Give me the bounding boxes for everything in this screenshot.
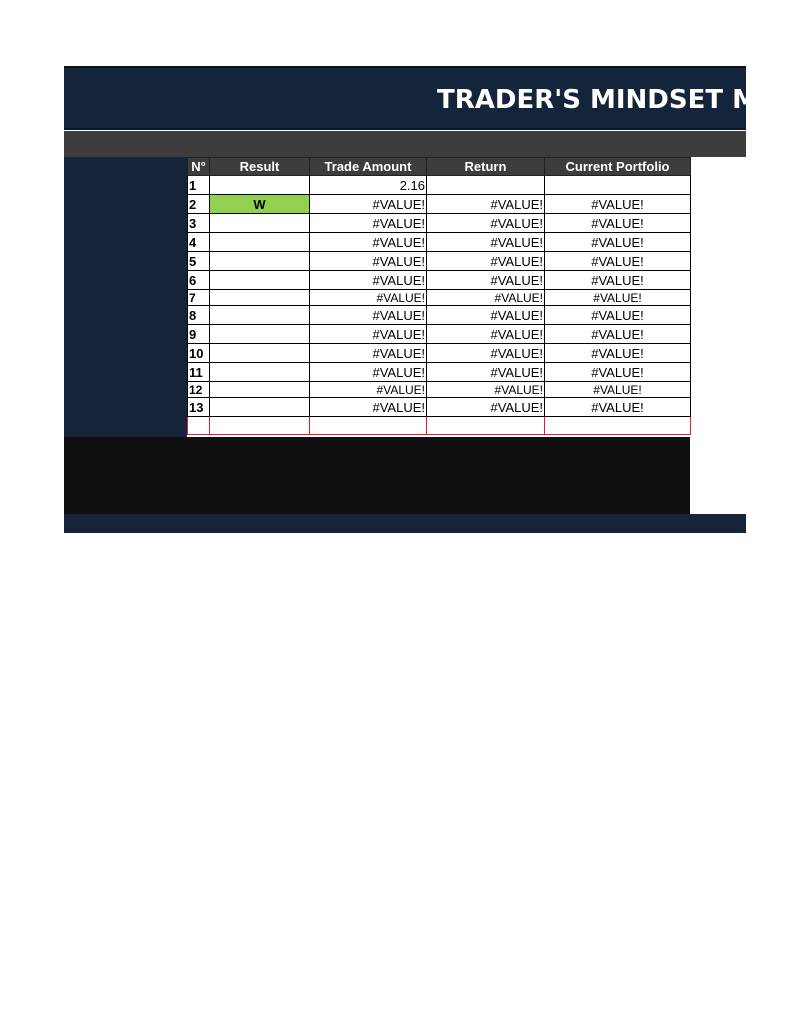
table-row [188,252,691,271]
cell-return[interactable] [427,176,545,195]
header-current-portfolio: Current Portfolio [545,158,691,176]
cell-return[interactable]: #VALUE! [427,325,545,344]
sheet-title: TRADER'S MINDSET MON [437,85,802,115]
cell-current-portfolio[interactable]: #VALUE! [545,290,691,306]
cell-result[interactable] [210,271,310,290]
bottom-navy-band [64,514,746,533]
table-row [188,195,691,214]
cell-return[interactable]: #VALUE! [427,306,545,325]
black-footer-band [64,437,690,514]
cell-result[interactable] [210,233,310,252]
cell-number[interactable] [188,417,210,435]
cell-result[interactable] [210,290,310,306]
table-row [188,398,691,417]
cell-current-portfolio[interactable]: #VALUE! [545,325,691,344]
header-result: Result [210,158,310,176]
cell-result-win[interactable]: W [210,195,310,214]
left-navy-panel [64,157,187,437]
cell-current-portfolio[interactable] [545,417,691,435]
cell-result[interactable] [210,252,310,271]
header-gray-band [64,131,746,157]
cell-return[interactable]: #VALUE! [427,398,545,417]
cell-number[interactable]: 9 [188,325,210,344]
cell-number[interactable]: 1 [188,176,210,195]
cell-result[interactable] [210,363,310,382]
table-row-empty [188,417,691,435]
cell-result[interactable] [210,344,310,363]
cell-result[interactable] [210,398,310,417]
cell-current-portfolio[interactable]: #VALUE! [545,398,691,417]
cell-result[interactable] [210,176,310,195]
cell-current-portfolio[interactable]: #VALUE! [545,271,691,290]
cell-result[interactable] [210,214,310,233]
cell-number[interactable]: 3 [188,214,210,233]
cell-trade-amount[interactable]: #VALUE! [310,233,427,252]
table-row [188,306,691,325]
cell-current-portfolio[interactable]: #VALUE! [545,195,691,214]
cell-trade-amount[interactable]: #VALUE! [310,290,427,306]
cell-current-portfolio[interactable]: #VALUE! [545,306,691,325]
cell-return[interactable]: #VALUE! [427,290,545,306]
cell-number[interactable]: 6 [188,271,210,290]
table-row [188,233,691,252]
cell-number[interactable]: 8 [188,306,210,325]
table-header-row [188,158,691,176]
cell-current-portfolio[interactable]: #VALUE! [545,344,691,363]
cell-return[interactable]: #VALUE! [427,195,545,214]
cell-current-portfolio[interactable]: #VALUE! [545,363,691,382]
cell-return[interactable]: #VALUE! [427,252,545,271]
cell-number[interactable]: 11 [188,363,210,382]
table-row [188,290,691,306]
cell-return[interactable] [427,417,545,435]
cell-trade-amount[interactable]: #VALUE! [310,271,427,290]
cell-trade-amount[interactable]: #VALUE! [310,214,427,233]
cell-return[interactable]: #VALUE! [427,214,545,233]
cell-trade-amount[interactable]: #VALUE! [310,195,427,214]
cell-return[interactable]: #VALUE! [427,382,545,398]
table-row [188,363,691,382]
cell-number[interactable]: 5 [188,252,210,271]
table-row [188,382,691,398]
cell-current-portfolio[interactable]: #VALUE! [545,382,691,398]
table-row [188,325,691,344]
cell-result[interactable] [210,306,310,325]
cell-return[interactable]: #VALUE! [427,271,545,290]
cell-trade-amount[interactable]: #VALUE! [310,325,427,344]
cell-trade-amount[interactable]: #VALUE! [310,344,427,363]
header-trade-amount: Trade Amount [310,158,427,176]
table-row [188,344,691,363]
cell-trade-amount[interactable]: #VALUE! [310,306,427,325]
cell-result[interactable] [210,382,310,398]
cell-result[interactable] [210,325,310,344]
cell-trade-amount[interactable]: #VALUE! [310,363,427,382]
cell-trade-amount[interactable]: 2.16 [310,176,427,195]
cell-trade-amount[interactable]: #VALUE! [310,252,427,271]
table-row [188,214,691,233]
cell-result[interactable] [210,417,310,435]
cell-trade-amount[interactable]: #VALUE! [310,398,427,417]
cell-current-portfolio[interactable]: #VALUE! [545,233,691,252]
cell-number[interactable]: 10 [188,344,210,363]
cell-number[interactable]: 12 [188,382,210,398]
cell-trade-amount[interactable] [310,417,427,435]
cell-number[interactable]: 7 [188,290,210,306]
cell-current-portfolio[interactable]: #VALUE! [545,252,691,271]
cell-trade-amount[interactable]: #VALUE! [310,382,427,398]
cell-number[interactable]: 2 [188,195,210,214]
table-row [188,176,691,195]
cell-return[interactable]: #VALUE! [427,344,545,363]
trades-table [187,157,691,435]
header-number: N° [188,158,210,176]
cell-current-portfolio[interactable] [545,176,691,195]
header-return: Return [427,158,545,176]
title-banner [64,66,802,130]
cell-number[interactable]: 13 [188,398,210,417]
cell-return[interactable]: #VALUE! [427,233,545,252]
cell-current-portfolio[interactable]: #VALUE! [545,214,691,233]
table-row [188,271,691,290]
cell-return[interactable]: #VALUE! [427,363,545,382]
cell-number[interactable]: 4 [188,233,210,252]
